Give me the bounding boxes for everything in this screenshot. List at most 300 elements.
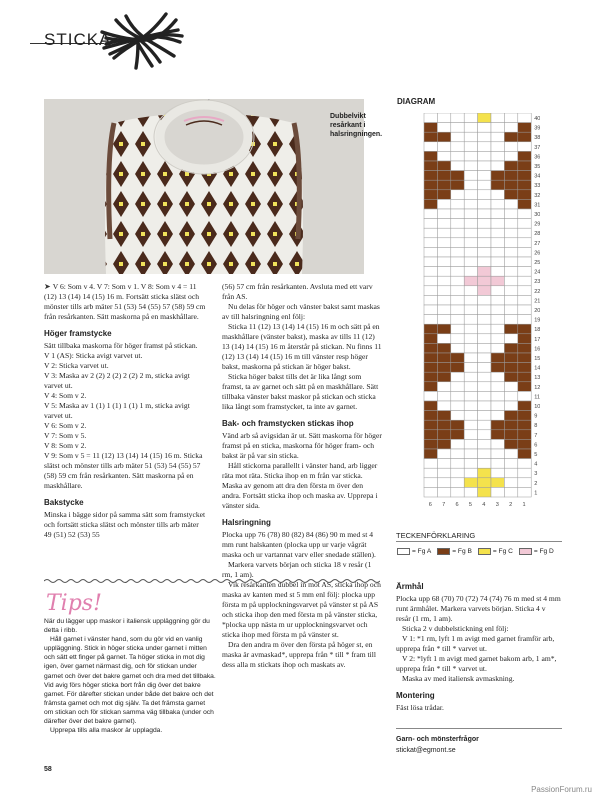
chart-cell <box>478 334 491 344</box>
paragraph: V 2: *lyft 1 m avigt med garnet bakom arb, 1 am*, upprepa från * till * varvet ut. <box>396 654 557 673</box>
tips-box <box>44 617 216 735</box>
chart-cell <box>424 363 437 373</box>
chart-cell <box>478 286 491 296</box>
chart-cell <box>491 132 504 142</box>
paragraph: Sticka 11 (12) 13 (14) 14 (15) 16 m och sätt på en maskhållare (vänster bakst), maska av tills 11 (12) 13 (14) 14 (15) 16 m återstår på stickan. Nu finns 11 (12) 13 (14) 14 (15) 16 m till vänster resp höger bakst, maskorna på stickan är höger bakst. <box>222 322 382 371</box>
chart-cell <box>437 219 450 229</box>
chart-cell <box>464 228 477 238</box>
paragraph: V 1: *1 rm, lyft 1 m avigt med garnet framför arb, upprepa från * till * varvet ut. <box>396 634 555 653</box>
chart-cell <box>437 113 450 123</box>
chart-cell <box>491 382 504 392</box>
chart-cell <box>464 123 477 133</box>
chart-cell <box>437 401 450 411</box>
chart-cell <box>478 420 491 430</box>
row-number-label: 25 <box>534 260 540 266</box>
chart-cell <box>437 180 450 190</box>
row-number-label: 28 <box>534 231 540 238</box>
chart-cell <box>437 171 450 181</box>
chart-cell <box>464 238 477 248</box>
row-number-label: 21 <box>534 298 540 305</box>
chart-cell <box>491 113 504 123</box>
chart-cell <box>478 142 491 152</box>
chart-cell <box>437 334 450 344</box>
chart-cell <box>518 190 531 200</box>
chart-cell <box>424 468 437 478</box>
chart-cell <box>478 219 491 229</box>
chart-cell <box>424 439 437 449</box>
page-header <box>0 0 604 80</box>
chart-cell <box>451 315 464 325</box>
chart-cell <box>464 391 477 401</box>
chart-cell <box>518 123 531 133</box>
chart-cell <box>464 295 477 305</box>
chart-cell <box>504 449 517 459</box>
paragraph: Fäst lösa trådar. <box>396 703 444 712</box>
chart-cell <box>518 199 531 209</box>
heading-join: Bak- och framstycken stickas ihop <box>222 419 354 428</box>
chart-cell <box>437 411 450 421</box>
chart-cell <box>424 430 437 440</box>
chart-cell <box>478 343 491 353</box>
chart-cell <box>464 209 477 219</box>
chart-cell <box>437 151 450 161</box>
column-number-label: 2 <box>509 502 513 508</box>
column-number-label: 6 <box>428 502 432 508</box>
chart-cell <box>518 132 531 142</box>
chart-cell <box>504 180 517 190</box>
chart-cell <box>464 219 477 229</box>
column-number-label: 7 <box>442 502 446 508</box>
row-number-label: 36 <box>534 154 540 161</box>
tips-paragraph: När du lägger upp maskor i italiensk uppläggning gör du detta i ribb. <box>44 618 210 635</box>
row-number-label: 30 <box>534 212 540 218</box>
row-number-label: 37 <box>534 144 540 151</box>
chart-cell <box>478 459 491 469</box>
chart-cell <box>504 411 517 421</box>
chart-cell <box>437 276 450 286</box>
row-number-label: 26 <box>534 250 540 257</box>
chart-cell <box>437 420 450 430</box>
row-number-label: 6 <box>534 442 538 449</box>
row-number-label: 3 <box>534 471 538 478</box>
chart-cell <box>478 449 491 459</box>
chart-cell <box>504 487 517 497</box>
chart-cell <box>491 180 504 190</box>
chart-cell <box>451 199 464 209</box>
chart-cell <box>478 247 491 257</box>
chart-cell <box>437 190 450 200</box>
chart-cell <box>451 372 464 382</box>
chart-cell <box>491 420 504 430</box>
chart-cell <box>518 286 531 296</box>
chart-cell <box>518 305 531 315</box>
row-number-label: 24 <box>534 269 540 276</box>
chart-cell <box>437 257 450 267</box>
instruction-line: V 2: Sticka varvet ut. <box>44 361 109 370</box>
chart-cell <box>491 363 504 373</box>
chart-cell <box>518 180 531 190</box>
chart-cell <box>451 209 464 219</box>
chart-cell <box>504 267 517 277</box>
chart-cell <box>424 257 437 267</box>
chart-cell <box>504 142 517 152</box>
chart-cell <box>491 123 504 133</box>
chart-cell <box>478 295 491 305</box>
chart-cell <box>491 257 504 267</box>
chart-cell <box>464 439 477 449</box>
chart-cell <box>491 487 504 497</box>
legend-item-fg-d <box>519 548 554 555</box>
legend-item-fg-a <box>397 548 431 555</box>
instruction-line: V 5: Maska av 1 (1) 1 (1) 1 (1) 1 m, sticka avigt varvet ut. <box>44 401 190 420</box>
chart-cell <box>518 295 531 305</box>
chart-cell <box>437 315 450 325</box>
chart-cell <box>491 334 504 344</box>
chart-cell <box>464 305 477 315</box>
contact-email[interactable]: stickat@egmont.se <box>396 747 456 754</box>
chart-cell <box>504 459 517 469</box>
chart-cell <box>451 468 464 478</box>
chart-cell <box>504 257 517 267</box>
chart-cell <box>478 151 491 161</box>
chart-cell <box>424 180 437 190</box>
chart-cell <box>464 267 477 277</box>
instruction-line: V 4: Som v 2. <box>44 391 87 400</box>
chart-cell <box>451 439 464 449</box>
row-number-label: 19 <box>534 317 540 324</box>
chart-cell <box>504 123 517 133</box>
chart-cell <box>478 382 491 392</box>
chart-cell <box>464 257 477 267</box>
chart-cell <box>464 142 477 152</box>
chart-cell <box>478 478 491 488</box>
chart-cell <box>437 161 450 171</box>
chart-cell <box>424 238 437 248</box>
chart-cell <box>491 228 504 238</box>
chart-cell <box>464 487 477 497</box>
chart-cell <box>437 363 450 373</box>
chart-cell <box>451 228 464 238</box>
tips-heading <box>44 588 114 616</box>
chart-cell <box>437 382 450 392</box>
chart-cell <box>424 324 437 334</box>
paragraph: (56) 57 cm från resårkanten. Avsluta med ett varv från AS. <box>222 282 373 301</box>
chart-cell <box>504 391 517 401</box>
chart-cell <box>518 420 531 430</box>
row-number-label: 9 <box>534 413 538 420</box>
chart-cell <box>518 151 531 161</box>
chart-cell <box>451 430 464 440</box>
chart-cell <box>464 276 477 286</box>
chart-cell <box>451 487 464 497</box>
chart-cell <box>504 276 517 286</box>
chart-cell <box>464 353 477 363</box>
chart-cell <box>504 372 517 382</box>
chart-cell <box>464 363 477 373</box>
chart-cell <box>518 363 531 373</box>
chart-cell <box>478 161 491 171</box>
chart-cell <box>464 199 477 209</box>
chart-cell <box>491 315 504 325</box>
chart-cell <box>504 113 517 123</box>
chart-cell <box>504 315 517 325</box>
chart-cell <box>451 219 464 229</box>
chart-cell <box>504 151 517 161</box>
chart-cell <box>504 353 517 363</box>
text-column-2 <box>222 282 382 670</box>
row-number-label: 16 <box>534 346 540 353</box>
tips-paragraph: Upprepa tills alla maskor är upplagda. <box>50 727 163 735</box>
chart-cell <box>518 353 531 363</box>
chart-cell <box>491 478 504 488</box>
chart-cell <box>491 171 504 181</box>
chart-cell <box>424 401 437 411</box>
chart-cell <box>491 391 504 401</box>
chart-cell <box>491 439 504 449</box>
page-number: 58 <box>44 766 52 773</box>
row-number-label: 38 <box>534 135 540 142</box>
chart-cell <box>424 171 437 181</box>
chart-cell <box>424 286 437 296</box>
row-number-label: 34 <box>534 173 540 180</box>
chart-cell <box>464 334 477 344</box>
chart-cell <box>437 238 450 248</box>
chart-cell <box>464 286 477 296</box>
chart-cell <box>437 228 450 238</box>
row-number-label: 31 <box>534 202 540 209</box>
paragraph: Maska av med italiensk avmaskning. <box>402 674 515 683</box>
chart-cell <box>451 295 464 305</box>
chart-cell <box>478 257 491 267</box>
chart-cell <box>478 305 491 315</box>
row-number-label: 29 <box>534 221 540 228</box>
chart-cell <box>437 353 450 363</box>
chart-cell <box>424 228 437 238</box>
chart-cell <box>504 190 517 200</box>
chart-cell <box>491 430 504 440</box>
chart-cell <box>504 430 517 440</box>
chart-cell <box>504 295 517 305</box>
chart-cell <box>478 199 491 209</box>
paragraph: Håll stickorna parallellt i vänster hand, arb ligger räta mot räta. Sticka ihop en m från var sticka. Maska av genom att dra den första m över den andra. Fortsätt sticka ihop och maska av. Upprepa i vänster sida. <box>222 461 378 510</box>
legend-title: TECKENFÖRKLARING <box>396 531 476 540</box>
chart-cell <box>518 401 531 411</box>
chart-cell <box>504 171 517 181</box>
chart-cell <box>504 439 517 449</box>
row-number-label: 23 <box>534 279 540 286</box>
chart-cell <box>424 315 437 325</box>
chart-cell <box>478 401 491 411</box>
chart-cell <box>518 315 531 325</box>
contact-box <box>396 728 562 756</box>
chart-cell <box>451 190 464 200</box>
chart-cell <box>504 199 517 209</box>
chart-cell <box>491 219 504 229</box>
chart-cell <box>478 353 491 363</box>
chart-cell <box>437 123 450 133</box>
row-number-label: 12 <box>534 384 540 391</box>
legend-label: = Fg B <box>452 548 472 555</box>
chart-cell <box>424 295 437 305</box>
chart-cell <box>451 238 464 248</box>
chart-cell <box>478 267 491 277</box>
legend-label: = Fg A <box>412 548 432 555</box>
photo-caption: Dubbelvikt resårkant i halsringningen. <box>330 113 383 138</box>
legend-divider <box>396 541 562 542</box>
chart-cell <box>437 286 450 296</box>
paragraph: Vänd arb så avigsidan är ut. Sätt maskorna för höger framst på en sticka, maskorna för höger fram- och bakst är på var sin sticka. <box>222 431 382 460</box>
chart-cell <box>518 411 531 421</box>
chart-cell <box>504 382 517 392</box>
chart-cell <box>504 228 517 238</box>
heading-assembly: Montering <box>396 691 435 700</box>
legend-label: = Fg C <box>492 548 513 555</box>
chart-cell <box>518 228 531 238</box>
chart-cell <box>424 459 437 469</box>
chart-cell <box>518 382 531 392</box>
chart-cell <box>504 161 517 171</box>
chart-cell <box>424 247 437 257</box>
chart-cell <box>478 363 491 373</box>
chart-cell <box>424 113 437 123</box>
chart-cell <box>451 391 464 401</box>
chart-cell <box>451 324 464 334</box>
chart-cell <box>478 209 491 219</box>
chart-cell <box>451 151 464 161</box>
row-number-label: 27 <box>534 240 540 247</box>
row-number-label: 35 <box>534 164 540 170</box>
chart-cell <box>437 132 450 142</box>
chart-cell <box>424 343 437 353</box>
knitted-vest-image <box>44 99 364 274</box>
chart-cell <box>491 142 504 152</box>
chart-cell <box>451 171 464 181</box>
chart-cell <box>478 238 491 248</box>
chart-cell <box>437 247 450 257</box>
chart-cell <box>491 343 504 353</box>
chart-cell <box>491 190 504 200</box>
legend-item-fg-c <box>478 548 513 555</box>
chart-cell <box>437 209 450 219</box>
chart-cell <box>518 113 531 123</box>
chart-cell <box>451 180 464 190</box>
chart-cell <box>437 449 450 459</box>
chart-cell <box>451 363 464 373</box>
instruction-line: V 1 (AS): Sticka avigt varvet ut. <box>44 351 143 360</box>
column-number-label: 1 <box>522 502 526 508</box>
chart-cell <box>491 459 504 469</box>
chart-cell <box>504 209 517 219</box>
chart-cell <box>464 180 477 190</box>
chart-cell <box>464 449 477 459</box>
chart-cell <box>491 353 504 363</box>
chart-cell <box>518 276 531 286</box>
chart-cell <box>464 459 477 469</box>
tips-title-text: Tips! <box>46 591 102 616</box>
chart-cell <box>478 228 491 238</box>
chart-cell <box>478 190 491 200</box>
chart-cell <box>424 420 437 430</box>
chart-cell <box>464 401 477 411</box>
chart-cell <box>491 199 504 209</box>
chart-cell <box>518 391 531 401</box>
chart-cell <box>518 468 531 478</box>
chart-cell <box>491 247 504 257</box>
chart-cell <box>424 276 437 286</box>
column-number-label: 3 <box>495 502 499 508</box>
chart-cell <box>491 411 504 421</box>
row-number-label: 13 <box>534 375 540 382</box>
row-number-label: 5 <box>534 452 538 458</box>
chart-cell <box>491 238 504 248</box>
chart-cell <box>464 478 477 488</box>
row-number-label: 18 <box>534 327 540 334</box>
chart-cell <box>451 411 464 421</box>
chart-cell <box>451 449 464 459</box>
paragraph: Nu delas för höger och vänster bakst samt maskas av till halsringning enl följ: <box>222 302 380 321</box>
chart-cell <box>437 267 450 277</box>
chart-cell <box>504 305 517 315</box>
chart-cell <box>478 372 491 382</box>
chart-cell <box>437 487 450 497</box>
instruction-line: V 3: Maska av 2 (2) 2 (2) 2 (2) 2 m, sticka avigt varvet ut. <box>44 371 190 390</box>
instruction-line: V 8: Som v 2. <box>44 441 87 450</box>
chart-cell <box>437 468 450 478</box>
chart-cell <box>491 276 504 286</box>
chart-cell <box>504 132 517 142</box>
chart-cell <box>464 430 477 440</box>
chart-cell <box>424 353 437 363</box>
chart-cell <box>491 286 504 296</box>
chart-cell <box>464 171 477 181</box>
row-number-label: 20 <box>534 308 540 314</box>
chart-cell <box>464 372 477 382</box>
chart-cell <box>491 305 504 315</box>
chart-cell <box>451 247 464 257</box>
chart-cell <box>491 372 504 382</box>
chart-cell <box>478 132 491 142</box>
tips-paragraph: Håll garnet i vänster hand, som du gör vid en vanlig uppläggning. Stick in höger sticka under garnet i mitten och sätt ett finger på garnet. Ta höger sticka in mot dig igen, över garnet närmast dig, och för stickan under garnet och över det bakre garnet och dra med det tillbaka. Vid avig förs höger sticka bort från dig över det bakre garnet. För därefter stickan under både det bakre och det främsta garnet och mot dig själv. Ta det främsta garnet om stickan och för stickan samma väg tillbaka (under och därefter över det bakre garnet). <box>44 636 216 726</box>
chart-cell <box>518 267 531 277</box>
chart-cell <box>437 372 450 382</box>
row-number-label: 11 <box>534 394 540 401</box>
chart-cell <box>424 151 437 161</box>
chart-cell <box>478 430 491 440</box>
row-number-label: 14 <box>534 365 540 372</box>
row-number-label: 40 <box>534 116 540 122</box>
paragraph: Sticka 2 v dubbelstickning enl följ: <box>402 624 509 633</box>
decorative-wavy-divider <box>44 578 380 584</box>
chart-cell <box>504 247 517 257</box>
chart-cell <box>424 372 437 382</box>
chart-cell <box>518 449 531 459</box>
chart-cell <box>464 161 477 171</box>
chart-cell <box>518 334 531 344</box>
row-number-label: 7 <box>534 432 538 439</box>
chart-cell <box>424 132 437 142</box>
contact-divider <box>396 728 562 729</box>
chart-cell <box>424 305 437 315</box>
paragraph: Plocka upp 76 (78) 80 (82) 84 (86) 90 m med st 4 mm runt halskanten (plocka upp ur varje vågrät maska och ur vartannat varv eller snedade ställen). <box>222 530 376 559</box>
row-number-label: 17 <box>534 336 540 343</box>
heading-back: Bakstycke <box>44 498 84 507</box>
row-number-label: 33 <box>534 183 540 190</box>
chart-cell <box>504 468 517 478</box>
chart-cell <box>504 324 517 334</box>
chart-cell <box>451 113 464 123</box>
chart-cell <box>451 478 464 488</box>
column-number-label: 5 <box>468 502 473 508</box>
